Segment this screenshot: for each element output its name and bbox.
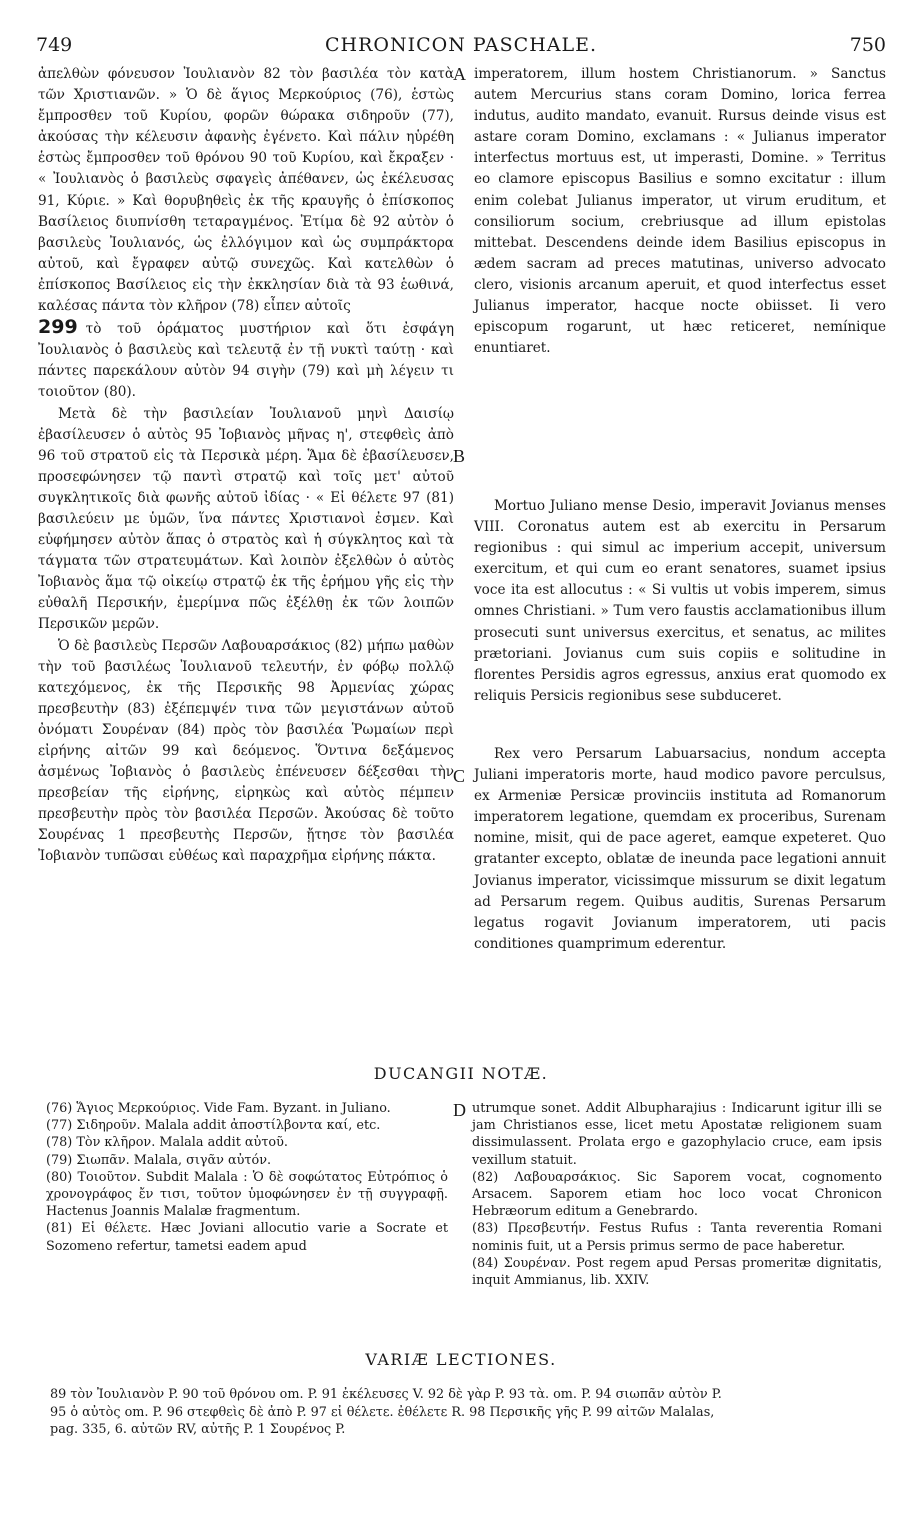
variae-lectiones-title: VARIÆ LECTIONES. [365,1350,557,1369]
note-83: (83) Πρεσβευτήν. Festus Rufus : Tanta reverentia Romani nominis fuit, ut a Persis primus sermo de pace haberetur. [472,1221,882,1254]
page-number-left: 749 [36,34,73,56]
note-76: (76) Ἅγιος Μερκούριος. Vide Fam. Byzant. in Juliano. [46,1101,391,1116]
note-77: (77) Σιδηροῦν. Malala addit ἀποστίλβοντα καί, etc. [46,1118,381,1134]
latin-paragraph-1: imperatorem, illum hostem Christianorum. » Sanctus autem Mercurius stans coram Domino, lorica ferrea indutus, audito mandato, evanuit. Rursus deinde visus est astare coram Domino, exclamans : « Julianus imperator interfectus mortuus est, ut imperasti, Domine. » Territus eo clamore episcopus Basilius e somno excitatur : illum enim colebat Julianus imperator, ut virum eruditum, et consiliorum socium, crebriusque ad illum epistolas mittebat. Descendens deinde idem Basilius episcopus in ædem sacram ad preces matutinas, universo advocato clero, visionis arcanum aperuit, et quod interfectus esset Julianus imperator, hacque nocte obiisset. Ii vero episcopum rogarunt, ut hæc reticeret, nemínique enuntiaret. [474,66,886,357]
greek-paragraph-2: Μετὰ δὲ τὴν βασιλείαν Ἰουλιανοῦ μηνὶ Δαισίῳ ἐβασίλευσεν ὁ αὐτὸς 95 Ἰοβιανὸς μῆνας η', στεφθεὶς ἀπὸ 96 τοῦ στρατοῦ εἰς τὰ Περσικὰ μέρη. Ἅμα δὲ ἐβασίλευσεν, προσεφώνησεν τῷ παντὶ στρατῷ καὶ τοῖς μετ' αὐτοῦ συγκλητικοῖς διὰ φωνῆς αὐτοῦ ἰδίας · « Εἰ θέλετε 97 (81) βασιλεύειν με ὑμῶν, ἵνα πάντες Χριστιανοὶ ἐσμεν. Καὶ εὐφήμησεν αὐτὸν ἅπας ὁ στρατὸς καὶ ἡ σύγκλητος καὶ τὰ τάγματα τῶν στρατευμάτων. Καὶ λοιπὸν ἐξελθὼν ὁ αὐτὸς Ἰοβιανὸς ἅμα τῷ οἰκείῳ στρατῷ ἐκ τῆς ἐρήμου γῆς εἰς τὴν εὐθαλῆ Περσικήν, ἐμερίμνα πῶς ἐξέλθῃ ἐκ τῶν λοιπῶν Περσικῶν μερῶν. [38,405,454,633]
variae-lectiones [50,1386,890,1439]
latin-paragraph-2: Mortuo Juliano mense Desio, imperavit Jovianus menses VIII. Coronatus autem est ab exercitu in Persarum regionibus : qui simul ac imperium accepit, universum exercitum, et qui cum eo erant senatores, suamet ipsius voce ita est allocutus : « Si vultis ut vobis imperem, simus omnes Christiani. » Tum vero faustis acclamationibus illum prosecuti sunt universus exercitus, et senatus, ac milites prætoriani. Jovianus cum suis copiis e solitudine in florentes Persidis agros egressus, anxius erat quomodo ex reliquis Persicis regionibus sese subduceret. [474,498,886,704]
latin-paragraph-2-block [474,496,886,707]
latin-paragraph-1-block [474,64,886,359]
greek-paragraph-1b: τὸ τοῦ ὁράματος μυστήριον καὶ ὅτι ἐσφάγη Ἰουλιανὸς ὁ βασιλεὺς καὶ τελευτᾷ ἐν τῇ νυκτὶ ταύτῃ · καὶ πάντες παρεκάλουν αὐτὸν 94 σιγὴν (79) καὶ μὴ λέγειν τι τοιοῦτον (80). [38,321,454,401]
page-title: CHRONICON PASCHALE. [324,34,598,56]
note-84: (84) Σουρέναν. Post regem apud Persas promeritæ dignitatis, inquit Ammianus, lib. XXIV. [472,1255,882,1289]
note-78: (78) Τὸν κλῆρον. Malala addit αὐτοῦ. [46,1135,288,1151]
note-81-cont: utrumque sonet. Addit Albupharajius : Indicarunt igitur illi se jam Christianos esse, licet metu Apostatæ religionem suam dissimulassent. Prolata ergo e gazophylacio cruce, eam ipsis vexillum statuit. [472,1101,882,1168]
note-79: (79) Σιωπᾶν. Malala, σιγᾶν αὐτόν. [46,1152,272,1168]
ducange-notes-right [472,1100,882,1289]
variant-line-1: 89 τὸν Ἰουλιανὸν P. 90 τοῦ θρόνου om. P. 91 ἐκέλευσες V. 92 δὲ γὰρ P. 93 τὰ. om. P. 94 σιωπᾶν αὐτὸν P. [50,1387,722,1402]
greek-column [38,64,454,868]
latin-paragraph-3-block [474,744,886,955]
ducange-notes-left [46,1100,448,1255]
margin-marker-d: D [453,1100,466,1120]
greek-paragraph-1: ἀπελθὼν φόνευσον Ἰουλιανὸν 82 τὸν βασιλέα τὸν κατὰ τῶν Χριστιανῶν. » Ὁ δὲ ἅγιος Μερκούριος (76), ἑστὼς ἔμπροσθεν τοῦ Κυρίου, φορῶν θώρακα σιδηροῦν (77), ἀκούσας τὴν κέλευσιν ἀφανὴς ἐγένετο. Καὶ πάλιν ηὑρέθη ἑστὼς ἔμπροσθεν τοῦ θρόνου 90 τοῦ Κυρίου, καὶ ἔκραξεν · « Ἰουλιανὸς ὁ βασιλεὺς σφαγεὶς ἀπέθανεν, ὡς ἐκέλευσας 91, Κύριε. » Καὶ θορυβηθεὶς ἐκ τῆς κραυγῆς ὁ ἐπίσκοπος Βασίλειος διυπνίσθη τεταραγμένος. Ἐτίμα δὲ 92 αὐτὸν ὁ βασιλεὺς Ἰουλιανός, ὡς ἐλλόγιμον καὶ ὡς συμπράκτορα αὐτοῦ, καὶ ἔγραφεν αὐτῷ συνεχῶς. Καὶ κατελθὼν ὁ ἐπίσκοπος Βασίλειος εἰς τὴν ἐκκλησίαν διὰ τὰ 93 ἑωθινά, καλέσας πάντα τὸν κλῆρον (78) εἶπεν αὐτοῖς [38,66,454,315]
margin-marker-c: C [453,766,466,786]
note-80: (80) Τοιοῦτον. Subdit Malala : Ὁ δὲ σοφώτατος Εὐτρόπιος ὁ χρονογράφος ἔν τισι, τοῦτον ὑμοφώνησεν ἐν τῇ συγγραφῇ. Hactenus Joannis Malalæ fragmentum. [46,1169,448,1220]
ducange-notes-title: DUCANGII NOTÆ. [373,1064,549,1083]
margin-marker-a: A [453,64,466,84]
greek-paragraph-3: Ὁ δὲ βασιλεὺς Περσῶν Λαβουαρσάκιος (82) μήπω μαθὼν τὴν τοῦ βασιλέως Ἰουλιανοῦ τελευτήν, ἐν φόβῳ πολλῷ κατεχόμενος, ἐκ τῆς Περσικῆς 98 Ἀρμενίας χώρας πρεσβευτὴν (83) ἐξέπεμψέν τινα τῶν μεγιστάνων αὐτοῦ ὀνόματι Σουρέναν (84) πρὸς τὸν βασιλέα Ῥωμαίων περὶ εἰρήνης αἰτῶν 99 καὶ δεόμενος. Ὅντινα δεξάμενος ἀσμένως Ἰοβιανὸς ὁ βασιλεὺς ἐπένευσεν δέξεσθαι τὴν πρεσβείαν τῆς εἰρήνης, εἰρηκὼς καὶ αὐτὸς πέμπειν πρεσβευτὴν πρὸς τὸν βασιλέα Περσῶν. Ἀκούσας δὲ τοῦτο Σουρένας 1 πρεσβευτὴς Περσῶν, ᾔτησε τὸν βασιλέα Ἰοβιανὸν τυπῶσαι εὐθέως καὶ παραχρῆμα εἰρήνης πάκτα. [38,637,454,865]
margin-marker-b: B [453,446,466,466]
variant-line-3: pag. 335, 6. αὐτῶν RV, αὐτῆς P. 1 Σουρένος P. [50,1422,346,1438]
page-number-right: 750 [849,34,886,56]
note-81: (81) Εἰ θέλετε. Hæc Joviani allocutio varie a Socrate et Sozomeno refertur, tametsi eadem apud [46,1221,448,1254]
latin-paragraph-3: Rex vero Persarum Labuarsacius, nondum accepta Juliani imperatoris morte, haud modico pavore perculsus, ex Armeniæ Persicæ provinciis instituta ad Romanorum imperatorem legatione, quemdam ex proceribus, Surenam nomine, misit, qui de pace ageret, eamque expeteret. Quo gratanter excepto, oblatæ de ineunda pace legationi annuit Jovianus imperator, vicissimque missurum se dixit legatum ad Persarum regem. Quibus auditis, Surenas Persarum legatus rogavit Jovianum imperatorem, uti pacis conditiones quamprimum ederentur. [474,746,886,952]
note-82: (82) Λαβουαρσάκιος. Sic Saporem vocat, cognomento Arsacem. Saporem etiam hoc loco vocat Chronicon Hebræorum editum a Genebrardo. [472,1169,882,1220]
variant-line-2: 95 ὁ αὐτὸς om. P. 96 στεφθεὶς δὲ ἀπὸ P. 97 εἰ θέλετε. ἐθέλετε R. 98 Περσικῆς γῆς P. 99 αἰτῶν Malalas, [50,1404,715,1420]
greek-paragraph-1-cont [38,317,454,403]
page-header [36,34,886,60]
edition-page-number: 299 [38,316,78,339]
